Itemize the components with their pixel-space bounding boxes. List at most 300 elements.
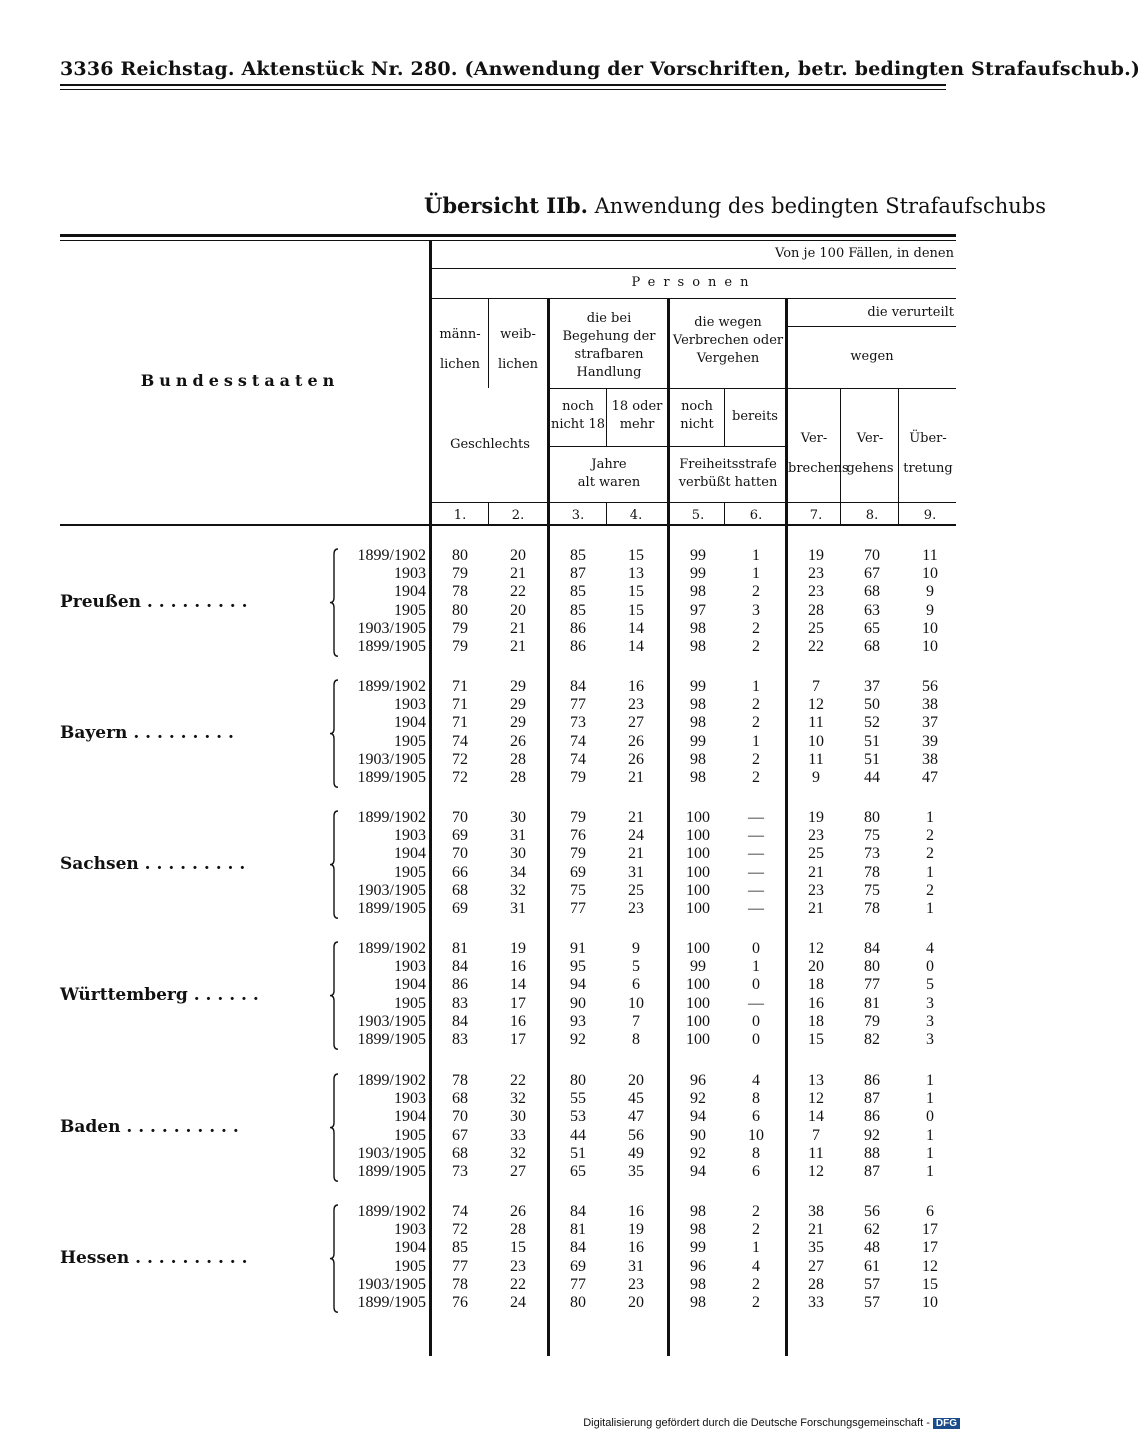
table-cell: 2 — [752, 619, 760, 637]
state-name: Hessen . . . . . . . . . . — [60, 1247, 248, 1268]
table-cell: 92 — [570, 1031, 586, 1048]
row-year: 1899/1905 — [357, 1163, 426, 1180]
table-cell: 38 — [808, 1203, 824, 1220]
row-year: 1905 — [394, 994, 426, 1012]
table-cell: 32 — [510, 881, 526, 899]
table-cell: 37 — [864, 678, 880, 695]
table-cell: 80 — [452, 547, 468, 564]
table-cell: 22 — [510, 1072, 526, 1089]
table-cell: 80 — [570, 1294, 586, 1311]
table-cell: 3 — [926, 1031, 934, 1048]
table-cell: 67 — [452, 1126, 468, 1144]
table-cell: 0 — [752, 1031, 760, 1048]
jahre-alt-header: Jahre alt waren — [577, 457, 641, 490]
table-cell: 2 — [752, 1294, 760, 1311]
table-cell: 17 — [922, 1239, 938, 1257]
table-cell: 3 — [926, 994, 934, 1012]
table-cell: 23 — [808, 881, 824, 899]
vergehens-header: Ver- gehens — [846, 431, 894, 476]
table-cell: 2 — [752, 769, 760, 786]
table-cell: 1 — [752, 547, 760, 564]
row-year: 1903/1905 — [357, 1144, 426, 1162]
table-cell: 21 — [808, 863, 824, 881]
table-cell: 82 — [864, 1031, 880, 1048]
table-cell: 80 — [864, 958, 880, 976]
table-cell: 79 — [570, 845, 586, 863]
table-cell: 77 — [452, 1257, 468, 1275]
table-cell: 15 — [808, 1031, 824, 1048]
table-cell: 84 — [864, 940, 880, 957]
table-cell: 23 — [510, 1257, 526, 1275]
row-year: 1903 — [394, 696, 426, 714]
table-cell: 51 — [570, 1144, 586, 1162]
table-cell: 86 — [570, 619, 586, 637]
table-cell: 23 — [628, 696, 644, 714]
title-bold: Übersicht IIb. — [424, 193, 588, 218]
table-cell: 87 — [864, 1090, 880, 1108]
table-cell: 68 — [452, 1090, 468, 1108]
row-year: 1905 — [394, 601, 426, 619]
table-cell: 85 — [570, 583, 586, 601]
table-cell: 98 — [690, 1294, 706, 1311]
table-cell: 26 — [510, 732, 526, 750]
table-cell: 33 — [808, 1294, 824, 1311]
table-cell: 27 — [808, 1257, 824, 1275]
table-cell: 8 — [752, 1144, 760, 1162]
table-cell: 14 — [628, 619, 644, 637]
table-cell: 29 — [510, 714, 526, 732]
table-cell: 69 — [452, 827, 468, 845]
table-cell: 15 — [510, 1239, 526, 1257]
table-cell: 68 — [864, 638, 880, 655]
table-cell: 85 — [452, 1239, 468, 1257]
table-cell: 0 — [926, 958, 934, 976]
table-cell: 22 — [510, 583, 526, 601]
table-cell: 91 — [570, 940, 586, 957]
column-number: 8. — [865, 508, 879, 523]
table-cell: 74 — [452, 1203, 468, 1220]
table-cell: 34 — [510, 863, 526, 881]
table-cell: 1 — [926, 1163, 934, 1180]
table-cell: 83 — [452, 1031, 468, 1048]
von-je-header: Von je 100 Fällen, in denen — [775, 246, 954, 261]
row-year: 1904 — [394, 976, 426, 994]
header-rule — [788, 326, 956, 327]
state-name: Baden . . . . . . . . . . — [60, 1116, 239, 1137]
table-cell: 70 — [452, 809, 468, 826]
table-cell: 35 — [808, 1239, 824, 1257]
table-cell: 96 — [690, 1072, 706, 1089]
table-cell: 86 — [570, 638, 586, 655]
table-cell: 26 — [628, 750, 644, 768]
table-cell: 21 — [510, 619, 526, 637]
table-cell: 6 — [752, 1108, 760, 1126]
header-vline — [724, 502, 725, 524]
digitization-footer — [583, 1417, 960, 1429]
table-cell: 79 — [570, 769, 586, 786]
table-cell: 22 — [510, 1275, 526, 1293]
table-cell: 84 — [570, 1239, 586, 1257]
table-cell: 21 — [628, 809, 644, 826]
table-cell: 63 — [864, 601, 880, 619]
table-cell: 51 — [864, 732, 880, 750]
table-cell: 1 — [926, 1072, 934, 1089]
table-cell: 20 — [808, 958, 824, 976]
row-year: 1899/1902 — [357, 940, 426, 957]
table-cell: 72 — [452, 769, 468, 786]
table-cell: 98 — [690, 1221, 706, 1239]
table-cell: 78 — [452, 1275, 468, 1293]
table-cell: 9 — [926, 601, 934, 619]
row-year: 1899/1902 — [357, 547, 426, 564]
table-cell: 100 — [686, 845, 710, 863]
table-cell: 56 — [922, 678, 938, 695]
table-cell: 84 — [570, 678, 586, 695]
table-cell: 44 — [864, 769, 880, 786]
table-cell: 12 — [808, 696, 824, 714]
table-cell: 0 — [926, 1108, 934, 1126]
row-year: 1903 — [394, 1090, 426, 1108]
running-head-rule — [60, 84, 946, 86]
table-cell: 1 — [926, 900, 934, 917]
table-cell: 75 — [864, 827, 880, 845]
table-cell: 20 — [510, 547, 526, 564]
table-cell: — — [748, 994, 764, 1012]
table-cell: 11 — [922, 547, 938, 564]
table-cell: 73 — [864, 845, 880, 863]
table-cell: 86 — [452, 976, 468, 994]
table-cell: 70 — [452, 1108, 468, 1126]
table-cell: 61 — [864, 1257, 880, 1275]
table-cell: 99 — [690, 565, 706, 583]
table-cell: 12 — [808, 1163, 824, 1180]
die-verurteilt-header: die verurteilt — [867, 305, 954, 320]
header-rule — [432, 502, 956, 503]
table-cell: 37 — [922, 714, 938, 732]
row-year: 1903 — [394, 1221, 426, 1239]
table-cell: 9 — [632, 940, 640, 957]
header-vline — [724, 388, 725, 446]
table-cell: 90 — [690, 1126, 706, 1144]
table-cell: 29 — [510, 678, 526, 695]
table-cell: 6 — [926, 1203, 934, 1220]
table-cell: 100 — [686, 994, 710, 1012]
table-cell: 39 — [922, 732, 938, 750]
table-cell: 16 — [628, 1203, 644, 1220]
table-cell: 84 — [452, 958, 468, 976]
table-cell: 20 — [510, 601, 526, 619]
table-cell: 1 — [752, 678, 760, 695]
table-cell: 68 — [864, 583, 880, 601]
table-cell: 92 — [690, 1144, 706, 1162]
table-cell: 21 — [808, 1221, 824, 1239]
table-cell: 84 — [452, 1012, 468, 1030]
table-cell: 85 — [570, 601, 586, 619]
table-cell: 22 — [808, 638, 824, 655]
table-cell: 74 — [570, 750, 586, 768]
table-cell: 70 — [452, 845, 468, 863]
table-cell: 79 — [452, 565, 468, 583]
table-cell: 2 — [926, 827, 934, 845]
table-cell: 3 — [752, 601, 760, 619]
table-cell: 69 — [452, 900, 468, 917]
table-cell: 47 — [922, 769, 938, 786]
table-cell: 17 — [510, 1031, 526, 1048]
header-vline — [488, 502, 489, 524]
table-cell: 32 — [510, 1090, 526, 1108]
table-cell: 75 — [864, 881, 880, 899]
column-number: 4. — [629, 508, 643, 523]
table-cell: 6 — [632, 976, 640, 994]
table-cell: 15 — [628, 583, 644, 601]
table-cell: 74 — [570, 732, 586, 750]
table-cell: 81 — [864, 994, 880, 1012]
wegen-header: wegen — [850, 349, 894, 364]
table-cell: 12 — [808, 940, 824, 957]
row-year: 1899/1905 — [357, 638, 426, 655]
header-rule — [432, 268, 956, 269]
table-cell: 72 — [452, 1221, 468, 1239]
table-cell: 86 — [864, 1072, 880, 1089]
table-cell: 94 — [690, 1108, 706, 1126]
table-cell: 57 — [864, 1294, 880, 1311]
table-cell: 68 — [452, 1144, 468, 1162]
row-year: 1904 — [394, 1239, 426, 1257]
table-cell: 29 — [510, 696, 526, 714]
column-divider — [429, 240, 432, 1356]
table-cell: 31 — [628, 863, 644, 881]
table-cell: 2 — [926, 845, 934, 863]
row-year: 1903/1905 — [357, 750, 426, 768]
table-cell: 2 — [752, 1203, 760, 1220]
maennlichen-header: männ- lichen — [439, 327, 481, 372]
table-cell: 38 — [922, 696, 938, 714]
table-cell: 71 — [452, 714, 468, 732]
table-cell: 85 — [570, 547, 586, 564]
table-cell: 0 — [752, 940, 760, 957]
row-year: 1905 — [394, 1126, 426, 1144]
table-cell: 9 — [926, 583, 934, 601]
table-cell: 73 — [570, 714, 586, 732]
table-cell: 78 — [452, 583, 468, 601]
header-bottom-rule — [60, 524, 956, 526]
table-cell: 31 — [510, 827, 526, 845]
table-cell: 100 — [686, 940, 710, 957]
running-head-rule-thin — [60, 89, 946, 90]
row-year: 1899/1902 — [357, 678, 426, 695]
table-cell: 4 — [752, 1257, 760, 1275]
table-cell: 1 — [926, 1090, 934, 1108]
column-number: 5. — [691, 508, 705, 523]
table-cell: 24 — [510, 1294, 526, 1311]
header-vline — [898, 502, 899, 524]
uebertretung-header: Über- tretung — [903, 431, 953, 476]
table-cell: 51 — [864, 750, 880, 768]
row-year: 1899/1902 — [357, 809, 426, 826]
table-cell: 16 — [628, 678, 644, 695]
table-cell: 65 — [570, 1163, 586, 1180]
table-cell: 19 — [628, 1221, 644, 1239]
table-cell: 98 — [690, 750, 706, 768]
table-cell: 31 — [510, 900, 526, 917]
table-cell: 28 — [510, 750, 526, 768]
table-cell: 1 — [752, 958, 760, 976]
row-year: 1903/1905 — [357, 619, 426, 637]
table-cell: 1 — [752, 732, 760, 750]
table-cell: 10 — [748, 1126, 764, 1144]
table-cell: 19 — [808, 547, 824, 564]
noch-nicht-header: noch nicht — [680, 399, 714, 432]
header-vline — [840, 388, 841, 502]
table-cell: 1 — [926, 1144, 934, 1162]
table-cell: 99 — [690, 958, 706, 976]
table-cell: 25 — [808, 845, 824, 863]
table-cell: 78 — [864, 900, 880, 917]
table-cell: 27 — [628, 714, 644, 732]
table-cell: 28 — [510, 1221, 526, 1239]
header-vline — [488, 298, 489, 388]
table-cell: 98 — [690, 583, 706, 601]
table-cell: 10 — [808, 732, 824, 750]
table-cell: 77 — [570, 1275, 586, 1293]
table-cell: 2 — [926, 881, 934, 899]
table-cell: 20 — [628, 1294, 644, 1311]
table-cell: 16 — [808, 994, 824, 1012]
row-year: 1903/1905 — [357, 881, 426, 899]
row-year: 1904 — [394, 845, 426, 863]
table-cell: — — [748, 881, 764, 899]
die-wegen-header: die wegen Verbrechen oder Vergehen — [672, 315, 784, 366]
table-cell: 62 — [864, 1221, 880, 1239]
table-cell: 14 — [808, 1108, 824, 1126]
state-name: Preußen . . . . . . . . . — [60, 591, 248, 612]
verbrechens-header: Ver- brechens — [788, 431, 849, 476]
header-rule — [550, 388, 956, 389]
table-cell: 21 — [628, 769, 644, 786]
table-cell: 81 — [452, 940, 468, 957]
table-cell: 14 — [510, 976, 526, 994]
table-cell: 53 — [570, 1108, 586, 1126]
row-year: 1905 — [394, 732, 426, 750]
table-cell: 10 — [922, 565, 938, 583]
table-cell: — — [748, 863, 764, 881]
table-cell: 88 — [864, 1144, 880, 1162]
row-year: 1905 — [394, 863, 426, 881]
table-cell: 98 — [690, 1203, 706, 1220]
header-rule — [432, 298, 956, 299]
table-cell: 26 — [628, 732, 644, 750]
table-cell: 100 — [686, 809, 710, 826]
noch-nicht-18-header: noch nicht 18 — [550, 399, 606, 432]
table-cell: 16 — [628, 1239, 644, 1257]
row-year: 1903 — [394, 958, 426, 976]
table-cell: 1 — [926, 1126, 934, 1144]
row-year: 1899/1905 — [357, 769, 426, 786]
table-cell: 19 — [808, 809, 824, 826]
table-cell: 99 — [690, 1239, 706, 1257]
table-cell: 32 — [510, 1144, 526, 1162]
bereits-header: bereits — [732, 409, 778, 424]
table-cell: 94 — [690, 1163, 706, 1180]
table-cell: 70 — [864, 547, 880, 564]
table-cell: 71 — [452, 696, 468, 714]
running-head: 3336 Reichstag. Aktenstück Nr. 280. (Anwendung der Vorschriften, betr. bedingten Strafaufschub.) — [60, 58, 1140, 80]
table-cell: 49 — [628, 1144, 644, 1162]
column-number: 7. — [809, 508, 823, 523]
personen-header: Personen — [631, 275, 757, 290]
table-cell: 4 — [926, 940, 934, 957]
row-year: 1899/1905 — [357, 900, 426, 917]
table-cell: 83 — [452, 994, 468, 1012]
table-cell: 79 — [570, 809, 586, 826]
table-cell: 15 — [628, 547, 644, 564]
row-year: 1904 — [394, 583, 426, 601]
table-cell: 56 — [864, 1203, 880, 1220]
dfg-logo: DFG — [933, 1418, 960, 1429]
table-cell: 65 — [864, 619, 880, 637]
table-cell: 99 — [690, 547, 706, 564]
row-year: 1904 — [394, 714, 426, 732]
weiblichen-header: weib- lichen — [497, 327, 539, 372]
table-cell: 31 — [628, 1257, 644, 1275]
table-cell: 100 — [686, 1012, 710, 1030]
table-cell: 100 — [686, 900, 710, 917]
table-cell: 35 — [628, 1163, 644, 1180]
table-cell: — — [748, 900, 764, 917]
table-cell: 84 — [570, 1203, 586, 1220]
row-year: 1903 — [394, 827, 426, 845]
table-cell: 76 — [570, 827, 586, 845]
row-year: 1899/1902 — [357, 1072, 426, 1089]
table-cell: 69 — [570, 1257, 586, 1275]
die-bei-header: die bei Begehung der strafbaren Handlung — [562, 311, 656, 380]
table-cell: 0 — [752, 1012, 760, 1030]
table-cell: 96 — [690, 1257, 706, 1275]
table-cell: 78 — [452, 1072, 468, 1089]
state-name: Bayern . . . . . . . . . — [60, 722, 234, 743]
table-cell: 8 — [752, 1090, 760, 1108]
table-cell: 24 — [628, 827, 644, 845]
table-cell: 1 — [926, 809, 934, 826]
table-cell: 1 — [752, 1239, 760, 1257]
table-cell: — — [748, 845, 764, 863]
table-cell: 30 — [510, 845, 526, 863]
table-cell: 77 — [570, 900, 586, 917]
table-cell: 10 — [922, 638, 938, 655]
table-cell: 80 — [570, 1072, 586, 1089]
table-cell: 79 — [452, 619, 468, 637]
table-cell: 23 — [628, 900, 644, 917]
column-number: 9. — [923, 508, 937, 523]
row-year: 1903 — [394, 565, 426, 583]
table-cell: 21 — [808, 900, 824, 917]
row-year: 1899/1905 — [357, 1031, 426, 1048]
table-cell: 13 — [808, 1072, 824, 1089]
table-cell: 30 — [510, 1108, 526, 1126]
title-rest: Anwendung des bedingten Strafaufschubs — [587, 194, 1047, 218]
table-top-rule-thin — [60, 240, 956, 241]
table-cell: 99 — [690, 732, 706, 750]
table-cell: 87 — [570, 565, 586, 583]
table-cell: 2 — [752, 750, 760, 768]
table-cell: 67 — [864, 565, 880, 583]
table-cell: 95 — [570, 958, 586, 976]
table-cell: 28 — [808, 601, 824, 619]
table-cell: 20 — [628, 1072, 644, 1089]
table-cell: 7 — [812, 1126, 820, 1144]
table-cell: 38 — [922, 750, 938, 768]
table-cell: 52 — [864, 714, 880, 732]
